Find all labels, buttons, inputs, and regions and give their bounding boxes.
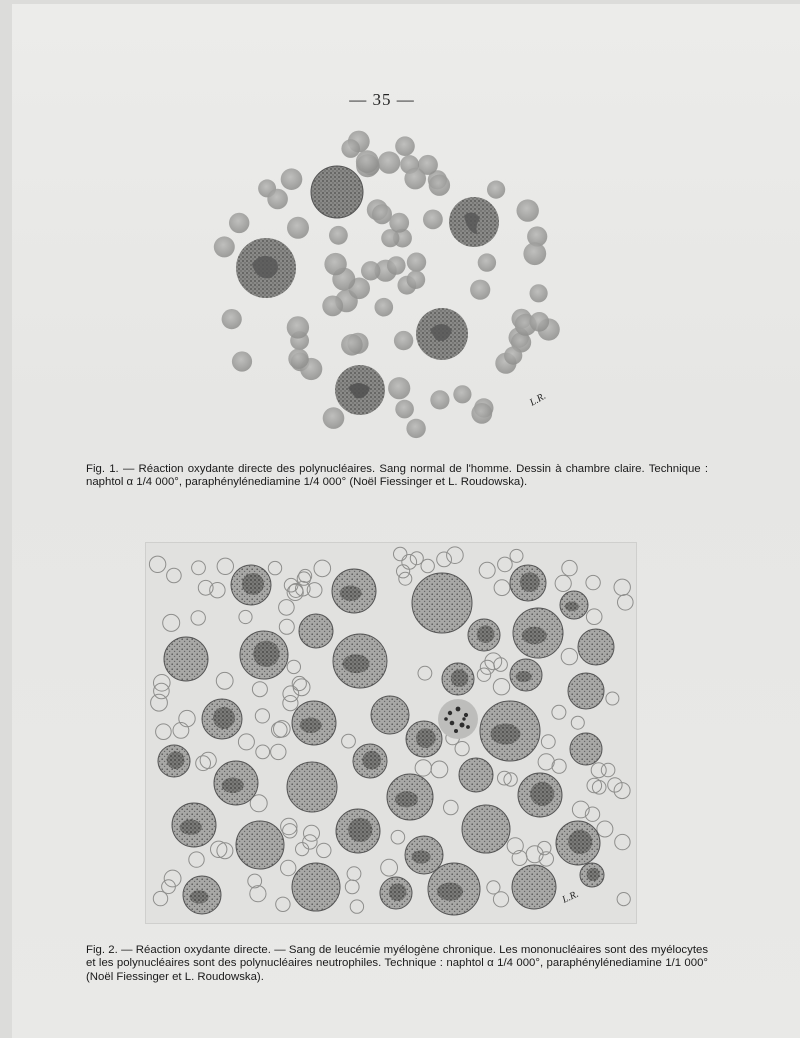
red-blood-cell — [387, 256, 406, 275]
red-blood-cell-outline — [217, 843, 233, 859]
red-blood-cell — [229, 213, 249, 233]
white-blood-cell — [183, 876, 221, 914]
red-blood-cell — [407, 253, 426, 272]
white-blood-cell — [428, 863, 480, 915]
red-blood-cell-outline — [381, 859, 398, 876]
red-blood-cell-outline — [268, 561, 281, 574]
red-blood-cell-outline — [255, 709, 269, 723]
red-blood-cell — [389, 213, 409, 233]
red-blood-cell-outline — [617, 893, 630, 906]
red-blood-cell — [356, 150, 379, 173]
red-blood-cell-outline — [606, 692, 619, 705]
red-blood-cell-outline — [217, 558, 233, 574]
red-blood-cell-outline — [279, 619, 294, 634]
red-blood-cell — [288, 349, 308, 369]
red-blood-cell — [523, 242, 546, 265]
red-blood-cell-outline — [198, 580, 213, 595]
red-blood-cell-outline — [597, 821, 613, 837]
white-blood-cell — [510, 565, 546, 601]
red-blood-cell-outline — [394, 547, 407, 560]
red-blood-cell-outline — [317, 843, 331, 857]
red-blood-cell — [487, 181, 505, 199]
figure-1-signature: L.R. — [528, 390, 548, 409]
white-blood-cell — [580, 863, 604, 887]
red-blood-cell-outline — [153, 891, 167, 905]
red-blood-cell — [341, 334, 363, 356]
red-blood-cell — [361, 261, 380, 280]
red-blood-cell-outline — [538, 841, 551, 854]
figure-1-illustration — [202, 124, 572, 454]
red-blood-cell — [323, 407, 345, 429]
figure-1-caption — [86, 463, 708, 490]
red-blood-cell-outline — [347, 867, 361, 881]
red-blood-cell-outline — [192, 561, 206, 575]
red-blood-cell-outline — [399, 572, 412, 585]
red-blood-cell-outline — [252, 682, 267, 697]
red-blood-cell-outline — [189, 852, 204, 867]
figure-1-label: Fig. 1. — [86, 463, 119, 475]
figure-2-illustration — [146, 543, 636, 923]
white-blood-cell — [336, 809, 380, 853]
white-blood-cell — [406, 721, 442, 757]
figure-2-label: Fig. 2. — [86, 944, 118, 956]
red-blood-cell-outline — [164, 870, 181, 887]
white-blood-cell — [578, 629, 614, 665]
white-blood-cell — [202, 699, 242, 739]
red-blood-cell-outline — [345, 880, 359, 894]
red-blood-cell-outline — [149, 556, 165, 572]
polynuclear-cell — [236, 238, 296, 298]
red-blood-cell-outline — [561, 648, 577, 664]
white-blood-cell — [510, 659, 542, 691]
red-blood-cell — [287, 217, 309, 239]
red-blood-cell-outline — [167, 568, 182, 583]
red-blood-cell-outline — [307, 583, 322, 598]
red-blood-cell-outline — [493, 679, 509, 695]
white-blood-cell — [468, 619, 500, 651]
red-blood-cell-outline — [279, 600, 295, 616]
red-blood-cell-outline — [608, 778, 622, 792]
red-blood-cell — [267, 189, 288, 210]
red-blood-cell — [517, 199, 539, 221]
white-blood-cell — [442, 663, 474, 695]
white-blood-cell — [568, 673, 604, 709]
red-blood-cell-outline — [342, 734, 356, 748]
red-blood-cell — [287, 316, 309, 338]
red-blood-cell-outline — [586, 609, 602, 625]
white-blood-cell — [371, 696, 409, 734]
red-blood-cell — [214, 236, 235, 257]
red-blood-cell — [406, 419, 425, 438]
white-blood-cell — [556, 821, 600, 865]
white-blood-cell — [332, 569, 376, 613]
red-blood-cell — [281, 168, 303, 190]
red-blood-cell-outline — [618, 595, 634, 611]
red-blood-cell-outline — [510, 549, 523, 562]
figure-2-signature: L.R. — [560, 888, 581, 906]
red-blood-cell-outline — [494, 580, 510, 596]
red-blood-cell — [372, 204, 392, 224]
white-blood-cell — [512, 865, 556, 909]
polynuclear-cell — [416, 308, 468, 360]
red-blood-cell — [395, 400, 414, 419]
red-blood-cell-outline — [601, 763, 615, 777]
red-blood-cell-outline — [437, 552, 452, 567]
white-blood-cell — [513, 608, 563, 658]
figure-1-caption-text: — Réaction oxydante directe des polynucléaires. Sang normal de l'homme. Dessin à chambre claire. Technique : naphtol α 1/4 000°, paraphénylénediamine 1/4 000° (Noël Fiessinger et L. Roudowska). — [86, 463, 709, 489]
white-blood-cell — [292, 701, 336, 745]
red-blood-cell-outline — [591, 763, 606, 778]
white-blood-cell — [287, 762, 337, 812]
white-blood-cell — [164, 637, 208, 681]
red-blood-cell — [341, 139, 360, 158]
red-blood-cell — [404, 168, 426, 190]
red-blood-cell-outline — [173, 723, 189, 739]
red-blood-cell-outline — [283, 824, 297, 838]
figure-2-caption — [86, 944, 708, 984]
polynuclear-cell — [311, 166, 363, 218]
polynuclear-cell — [449, 197, 499, 247]
red-blood-cell — [388, 377, 410, 399]
red-blood-cell — [378, 151, 400, 173]
figure-2-frame — [145, 542, 637, 924]
white-blood-cell — [480, 701, 540, 761]
red-blood-cell — [375, 298, 394, 317]
red-blood-cell-outline — [163, 614, 180, 631]
red-blood-cell-outline — [555, 575, 571, 591]
red-blood-cell — [478, 253, 496, 271]
white-blood-cell — [299, 614, 333, 648]
red-blood-cell-outline — [250, 886, 266, 902]
red-blood-cell-outline — [562, 560, 577, 575]
white-blood-cell — [462, 805, 510, 853]
red-blood-cell-outline — [541, 735, 555, 749]
red-blood-cell-outline — [271, 744, 286, 759]
red-blood-cell — [530, 312, 550, 332]
white-blood-cell — [560, 591, 588, 619]
white-blood-cell — [412, 573, 472, 633]
red-blood-cell-outline — [216, 672, 233, 689]
red-blood-cell-outline — [296, 843, 309, 856]
red-blood-cell-outline — [614, 579, 630, 595]
red-blood-cell — [453, 385, 471, 403]
red-blood-cell — [232, 351, 252, 371]
white-blood-cell — [240, 631, 288, 679]
red-blood-cell — [329, 226, 348, 245]
white-blood-cell — [459, 758, 493, 792]
red-blood-cell-outline — [479, 562, 495, 578]
red-blood-cell — [324, 253, 346, 275]
red-blood-cell-outline — [210, 583, 225, 598]
red-blood-cell-outline — [350, 900, 363, 913]
red-blood-cell-outline — [538, 754, 554, 770]
red-blood-cell-outline — [200, 752, 216, 768]
red-blood-cell-outline — [485, 653, 502, 670]
white-blood-cell — [231, 565, 271, 605]
red-blood-cell-outline — [151, 694, 168, 711]
red-blood-cell-outline — [391, 830, 405, 844]
red-blood-cell-outline — [402, 555, 417, 570]
red-blood-cell-outline — [304, 825, 320, 841]
red-blood-cell-outline — [179, 710, 195, 726]
red-blood-cell — [395, 136, 415, 156]
red-blood-cell-outline — [571, 716, 584, 729]
white-blood-cell — [518, 773, 562, 817]
red-blood-cell-outline — [493, 892, 508, 907]
red-blood-cell — [470, 280, 490, 300]
red-blood-cell — [394, 331, 413, 350]
red-blood-cell-outline — [287, 660, 300, 673]
granular-cell — [438, 699, 478, 739]
white-blood-cell — [333, 634, 387, 688]
myelocytes-and-neutrophils — [158, 565, 614, 915]
red-blood-cell-outline — [592, 781, 606, 795]
white-blood-cell — [158, 745, 190, 777]
polynuclear-cell — [335, 365, 385, 415]
red-blood-cell-outline — [552, 705, 566, 719]
red-blood-cell-outline — [256, 745, 270, 759]
white-blood-cell — [387, 774, 433, 820]
white-blood-cell — [214, 761, 258, 805]
page-number: — 35 — — [349, 90, 415, 109]
red-blood-cell — [222, 309, 242, 329]
red-blood-cell-outline — [498, 557, 513, 572]
red-blood-cell — [407, 270, 426, 289]
red-blood-cell-outline — [418, 666, 432, 680]
red-blood-cell-outline — [615, 834, 630, 849]
red-blood-cell — [423, 210, 443, 230]
red-blood-cell — [322, 296, 343, 317]
red-blood-cell-outline — [431, 761, 448, 778]
red-blood-cell-outline — [156, 724, 172, 740]
red-blood-cell — [530, 284, 548, 302]
red-blood-cell-outline — [314, 560, 331, 577]
red-blood-cell-outline — [444, 800, 459, 815]
red-blood-cell-outline — [276, 897, 290, 911]
red-blood-cell-outline — [239, 610, 252, 623]
red-blood-cell-outline — [281, 860, 296, 875]
document-page — [12, 4, 800, 1038]
red-blood-cell-outline — [586, 575, 600, 589]
red-blood-cell-outline — [415, 760, 431, 776]
white-blood-cell — [172, 803, 216, 847]
red-blood-cell — [471, 403, 492, 424]
red-blood-cell-outline — [191, 611, 205, 625]
white-blood-cell — [353, 744, 387, 778]
white-blood-cell — [570, 733, 602, 765]
red-blood-cell-outline — [447, 547, 464, 564]
red-blood-cell-outline — [283, 696, 298, 711]
red-blood-cell-outline — [238, 734, 254, 750]
white-blood-cell — [380, 877, 412, 909]
figure-2-caption-text: — Réaction oxydante directe. — Sang de leucémie myélogène chronique. Les mononucléaires sont des myélocytes et les polynucléaires sont des polynucléaires neutrophiles. Technique : naphtol α 1/4 000°, paraphénylénediamine 1/1 000° (Noël Fiessinger et L. Roudowska). — [86, 944, 709, 983]
white-blood-cell — [236, 821, 284, 869]
white-blood-cell — [292, 863, 340, 911]
red-blood-cell — [430, 390, 449, 409]
white-blood-cell — [405, 836, 443, 874]
red-blood-cell — [429, 175, 450, 196]
red-blood-cell — [504, 347, 522, 365]
